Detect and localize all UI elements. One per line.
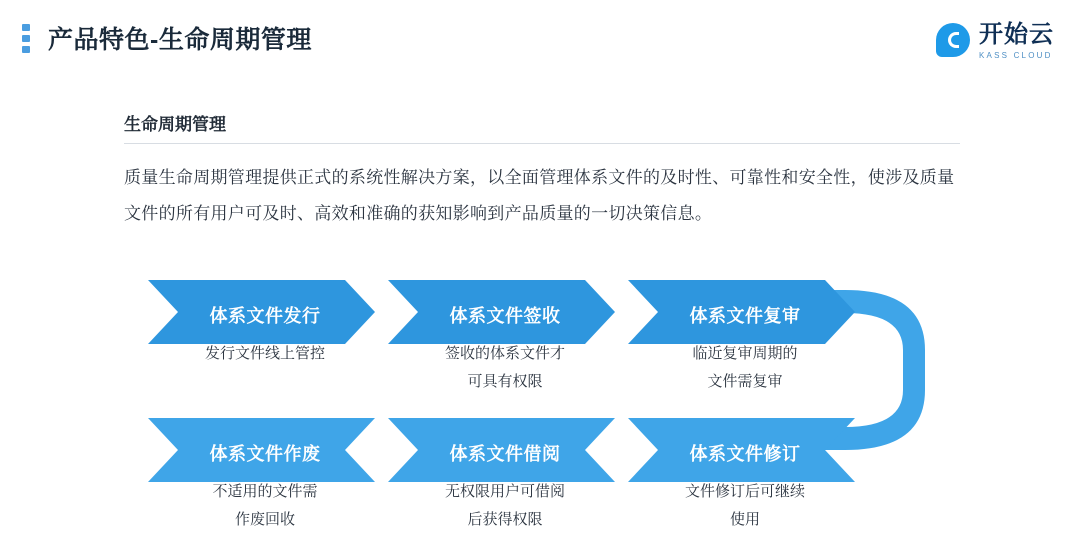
caption-step-6-line-2: 作废回收 <box>234 512 295 528</box>
caption-step-3-line-2: 文件需复审 <box>707 374 783 390</box>
caption-step-2-line-1: 签收的体系文件才 <box>444 346 565 362</box>
slide-header <box>0 0 1080 78</box>
caption-step-6-line-1: 不适用的文件需 <box>212 484 318 500</box>
brand-logo <box>936 18 1054 64</box>
caption-step-5-line-2: 后获得权限 <box>467 512 543 528</box>
water-drop-logo-icon <box>936 23 972 59</box>
three-dots-icon <box>22 24 30 54</box>
caption-step-5-line-1: 无权限用户可借阅 <box>444 484 565 500</box>
lifecycle-flow-diagram <box>0 262 1080 539</box>
chevron-label-step-1: 体系文件发行 <box>209 306 321 326</box>
chevron-label-step-2: 体系文件签收 <box>449 306 561 326</box>
section-divider <box>124 143 960 144</box>
page-title: 产品特色-生命周期管理 <box>48 26 312 54</box>
caption-step-3-line-1: 临近复审周期的 <box>692 346 798 362</box>
chevron-label-step-3: 体系文件复审 <box>689 306 801 326</box>
section-title: 生命周期管理 <box>124 115 226 134</box>
caption-step-4-line-2: 使用 <box>729 512 760 528</box>
caption-step-4-line-1: 文件修订后可继续 <box>684 484 805 500</box>
chevron-label-step-5: 体系文件借阅 <box>449 444 561 464</box>
chevron-label-step-4: 体系文件修订 <box>689 444 801 464</box>
logo-text-cn: 开始云 <box>979 20 1054 48</box>
chevron-label-step-6: 体系文件作废 <box>209 444 321 464</box>
section-paragraph: 质量生命周期管理提供正式的系统性解决方案，以全面管理体系文件的及时性、可靠性和安全性，使涉及质量文件的所有用户可及时、高效和准确的获知影响到产品质量的一切决策信息。 <box>124 168 955 223</box>
logo-text-en: KASS CLOUD <box>979 50 1053 60</box>
caption-step-1-line-1: 发行文件线上管控 <box>204 346 325 362</box>
caption-step-2-line-2: 可具有权限 <box>467 374 543 390</box>
